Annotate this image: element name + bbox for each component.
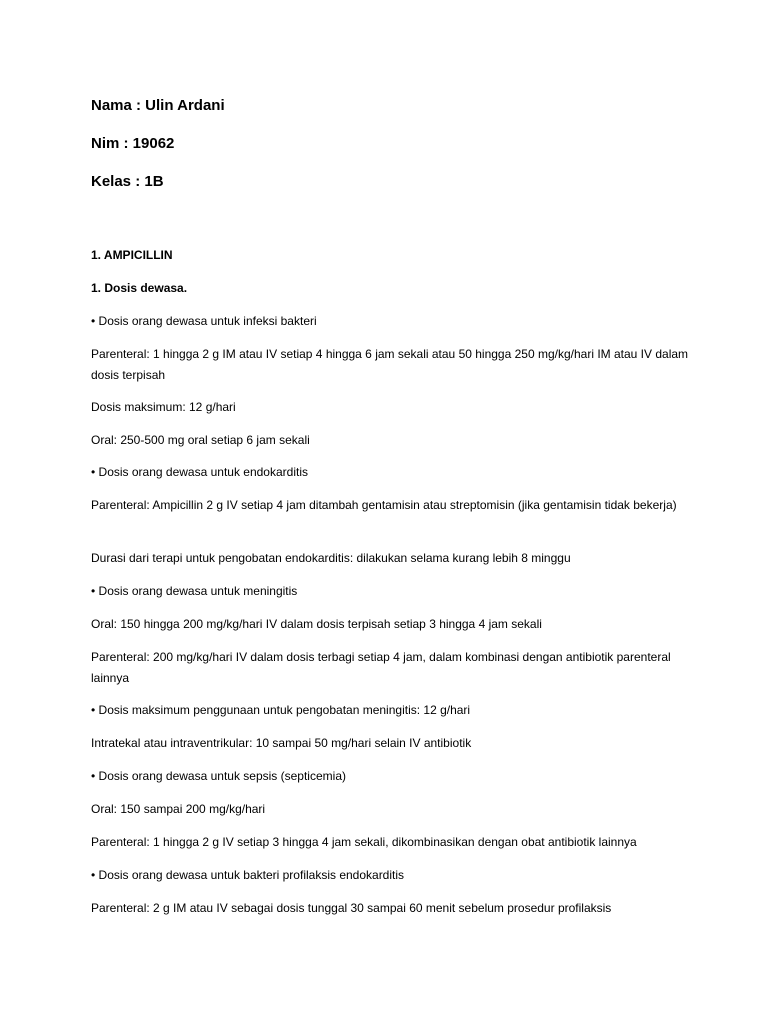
student-class: Kelas : 1B: [91, 173, 164, 190]
bullet-meningitis: • Dosis orang dewasa untuk meningitis: [91, 584, 298, 598]
bullet-prophylaxis: • Dosis orang dewasa untuk bakteri profilaksis endokarditis: [91, 868, 405, 882]
paragraph-oral-dose: Oral: 250-500 mg oral setiap 6 jam sekali: [91, 433, 310, 447]
paragraph-endocarditis-parenteral: Parenteral: Ampicillin 2 g IV setiap 4 jam ditambah gentamisin atau streptomisin (jika gentamisin tidak bekerja): [91, 498, 677, 512]
bullet-bacterial-infection: • Dosis orang dewasa untuk infeksi bakteri: [91, 314, 317, 328]
bullet-endocarditis: • Dosis orang dewasa untuk endokarditis: [91, 465, 308, 479]
subsection-title: 1. Dosis dewasa.: [91, 281, 188, 295]
paragraph-sepsis-oral: Oral: 150 sampai 200 mg/kg/hari: [91, 802, 266, 816]
paragraph-endocarditis-duration: Durasi dari terapi untuk pengobatan endokarditis: dilakukan selama kurang lebih 8 minggu: [91, 551, 571, 565]
paragraph-meningitis-oral: Oral: 150 hingga 200 mg/kg/hari IV dalam dosis terpisah setiap 3 hingga 4 jam sekali: [91, 617, 542, 631]
bullet-meningitis-max-dose: • Dosis maksimum penggunaan untuk pengobatan meningitis: 12 g/hari: [91, 703, 471, 717]
student-nim: Nim : 19062: [91, 135, 175, 152]
paragraph-sepsis-parenteral: Parenteral: 1 hingga 2 g IV setiap 3 hingga 4 jam sekali, dikombinasikan dengan obat antibiotik lainnya: [91, 835, 637, 849]
paragraph-prophylaxis-parenteral: Parenteral: 2 g IM atau IV sebagai dosis tunggal 30 sampai 60 menit sebelum prosedur profilaksis: [91, 901, 612, 915]
student-name: Nama : Ulin Ardani: [91, 97, 225, 114]
paragraph-parenteral-dose: Parenteral: 1 hingga 2 g IM atau IV setiap 4 hingga 6 jam sekali atau 50 hingga 250 mg/kg/hari IM atau IV dalam dosis terpisah: [91, 347, 689, 382]
paragraph-intrathecal: Intratekal atau intraventrikular: 10 sampai 50 mg/hari selain IV antibiotik: [91, 736, 472, 750]
paragraph-meningitis-parenteral: Parenteral: 200 mg/kg/hari IV dalam dosis terbagi setiap 4 jam, dalam kombinasi dengan antibiotik parenteral lainnya: [91, 650, 671, 685]
section-title: 1. AMPICILLIN: [91, 248, 173, 262]
paragraph-max-dose: Dosis maksimum: 12 g/hari: [91, 400, 236, 414]
bullet-sepsis: • Dosis orang dewasa untuk sepsis (septicemia): [91, 769, 346, 783]
